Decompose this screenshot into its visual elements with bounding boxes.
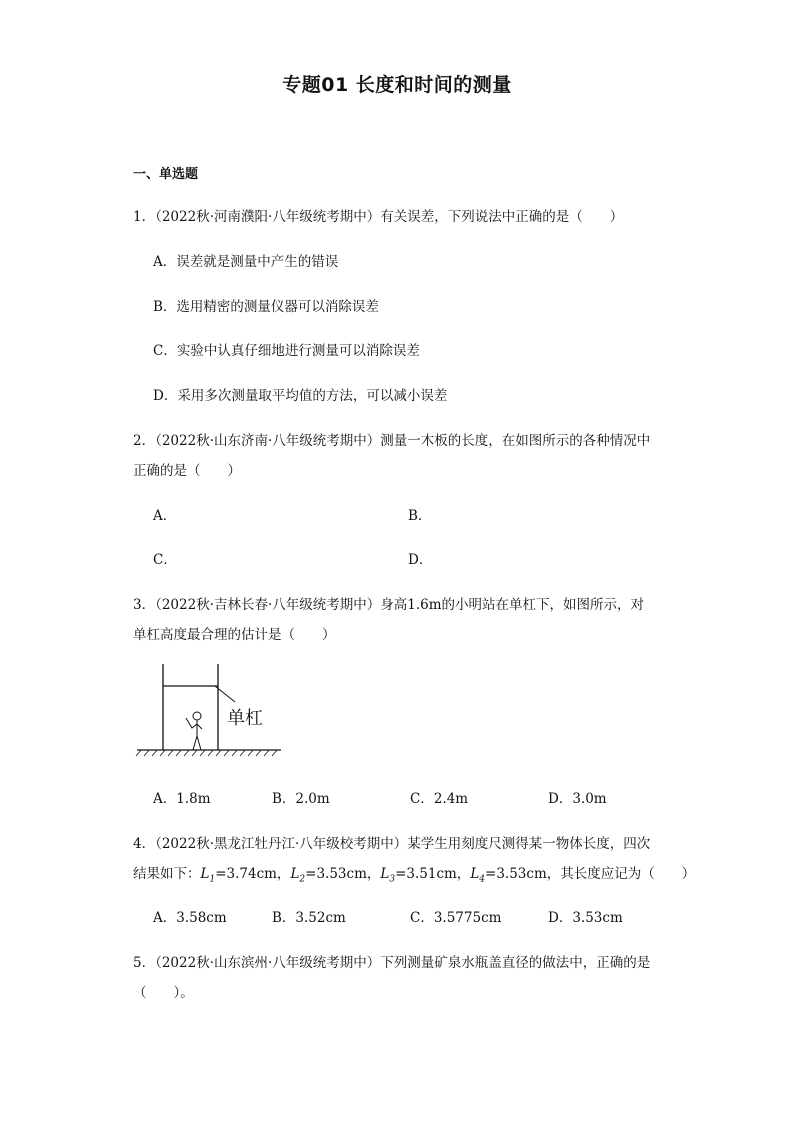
measurement-sub: 2 — [299, 874, 306, 885]
q5-stem-line1: 5．（2022秋·山东滨州·八年级统考期中）下列测量矿泉水瓶盖直径的做法中，正确的是 — [133, 955, 651, 971]
measurement-sub: 4 — [479, 874, 486, 885]
q2-option-b: B． — [408, 508, 432, 524]
q2-stem-line2: 正确的是（ ） — [133, 463, 241, 479]
person-icon — [186, 712, 202, 750]
measurement-var: L — [380, 866, 390, 882]
q3-option-b: B．2.0m — [272, 791, 330, 807]
document-title: 专题01 长度和时间的测量 — [282, 74, 512, 96]
q2-stem-line1: 2．（2022秋·山东济南·八年级统考期中）测量一木板的长度，在如图所示的各种情况中 — [133, 433, 651, 449]
q4-stem-suffix: 其长度应记为（ ） — [560, 866, 696, 882]
measurement-value: =3.53cm， — [305, 866, 381, 882]
measurement-sub: 1 — [209, 874, 216, 885]
q3-option-c: C．2.4m — [410, 791, 469, 807]
q4-stem-prefix: 结果如下： — [133, 866, 201, 882]
q1-option-b: B．选用精密的测量仪器可以消除误差 — [153, 299, 379, 315]
measurement-value: =3.53cm， — [485, 866, 561, 882]
q2-option-a: A． — [153, 508, 177, 524]
section-heading: 一、单选题 — [133, 167, 199, 182]
q1-stem: 1．（2022秋·河南濮阳·八年级统考期中）有关误差，下列说法中正确的是（ ） — [133, 209, 624, 225]
q1-option-d: D．采用多次测量取平均值的方法，可以减小误差 — [153, 388, 448, 404]
q5-stem-line2: （ ）。 — [133, 985, 194, 1001]
q4-stem-line2 — [133, 862, 695, 885]
q4-option-b: B．3.52cm — [272, 910, 346, 926]
q4-stem-line1: 4．（2022秋·黑龙江牡丹江·八年级校考期中）某学生用刻度尺测得某一物体长度，四次 — [133, 836, 651, 852]
q1-option-a: A．误差就是测量中产生的错误 — [153, 254, 339, 270]
q3-option-a: A．1.8m — [153, 791, 211, 807]
measurement-value: =3.74cm， — [215, 866, 291, 882]
figure-label-bar: 单杠 — [227, 708, 263, 729]
q1-option-c: C．实验中认真仔细地进行测量可以消除误差 — [153, 343, 420, 359]
q3-stem-line2: 单杠高度最合理的估计是（ ） — [133, 627, 336, 643]
q2-option-c: C． — [153, 552, 177, 568]
measurement-var: L — [470, 866, 480, 882]
q4-option-a: A．3.58cm — [153, 910, 227, 926]
measurement-sub: 3 — [389, 874, 396, 885]
q4-option-d: D．3.53cm — [548, 910, 623, 926]
q2-option-d: D． — [408, 552, 433, 568]
q3-stem-line1: 3．（2022秋·吉林长春·八年级统考期中）身高1.6m的小明站在单杠下，如图所示，对 — [133, 597, 645, 613]
measurement-var: L — [200, 866, 210, 882]
q4-option-c: C．3.5775cm — [410, 910, 502, 926]
measurement-value: =3.51cm， — [395, 866, 471, 882]
measurement-var: L — [290, 866, 300, 882]
q3-option-d: D．3.0m — [548, 791, 607, 807]
